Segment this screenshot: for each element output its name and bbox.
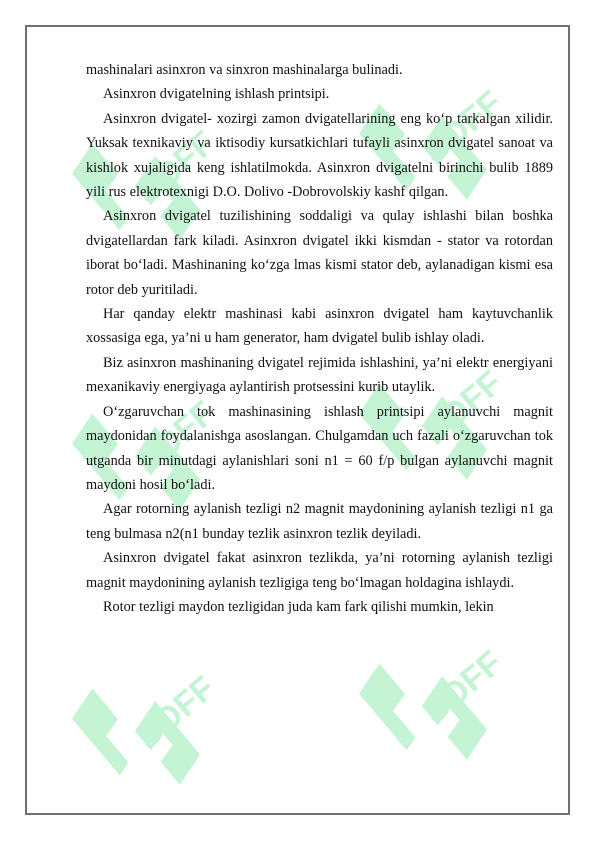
paragraph: Asinxron dvigatel- xozirgi zamon dvigatellarining eng ko‘p tarkalgan xilidir. Yuksak texnikaviy va iktisodiy kursatkichlari tufayli asinxron dvigatel sanoat va kishlok xujaligida keng ishlatilmokda. Asinxron dvigatelni birinchi bulib 1889 yili rus elektrotexnigi D.O. Dolivo -Dobrovolskiy kashf qilgan. [86,110,553,201]
svg-text:SOFF: SOFF [128,393,223,482]
paragraph: Agar rotorning aylanish tezligi n2 magnit maydonining aylanish tezligi n1 ga teng bulmasa n2(n1 bunday tezlik asinxron tezlik deyiladi. [86,501,553,542]
svg-text:SOFF: SOFF [415,83,510,172]
paragraph: Rotor tezligi maydon tezligidan juda kam fark qilishi mumkin, lekin [103,598,494,615]
paragraph: Asinxron dvigatel fakat asinxron tezlikda, ya’ni rotorning aylanish tezligi magnit maydonining aylanish tezligiga teng bo‘lmagan holdagina ishlaydi. [86,550,553,591]
section-heading: Asinxron dvigatelning ishlash printsipi. [103,86,330,103]
svg-text:SOFF: SOFF [415,643,510,732]
paragraph: Biz asinxron mashinaning dvigatel rejimida ishlashini, ya’ni elektr energiyani mexanikaviy energiyaga aylantirish protsessini kurib utaylik. [86,354,553,396]
document-body [86,58,553,619]
paragraph: mashinalari asinxron va sinxron mashinalarga bulinadi. [86,62,403,78]
paragraph: Har qanday elektr mashinasi kabi asinxron dvigatel ham kaytuvchanlik xossasiga ega, ya’ni u ham generator, ham dvigatel bulib ishlay oladi. [86,306,553,347]
paragraph: O‘zgaruvchan tok mashinasining ishlash printsipi aylanuvchi magnit maydonidan foydalanishga asoslangan. Chulgamdan uch fazali o‘zgaruvchan tok utganda bir minutdagi aylanishlari soni n1 = 60 f/p bulgan aylanuvchi magnit maydoni hosil bo‘ladi. [86,403,553,493]
svg-text:SOFF: SOFF [415,363,510,452]
svg-text:SOFF: SOFF [128,123,223,212]
paragraph: Asinxron dvigatel tuzilishining soddaligi va qulay ishlashi bilan boshka dvigatellardan fark kiladi. Asinxron dvigatel ikki kismdan - stator va rotordan iborat bo‘ladi. Mashinaning ko‘zga lmas kismi stator deb, aylanadigan kismi esa rotor deb yuritiladi. [86,208,553,298]
svg-text:SOFF: SOFF [128,668,223,757]
